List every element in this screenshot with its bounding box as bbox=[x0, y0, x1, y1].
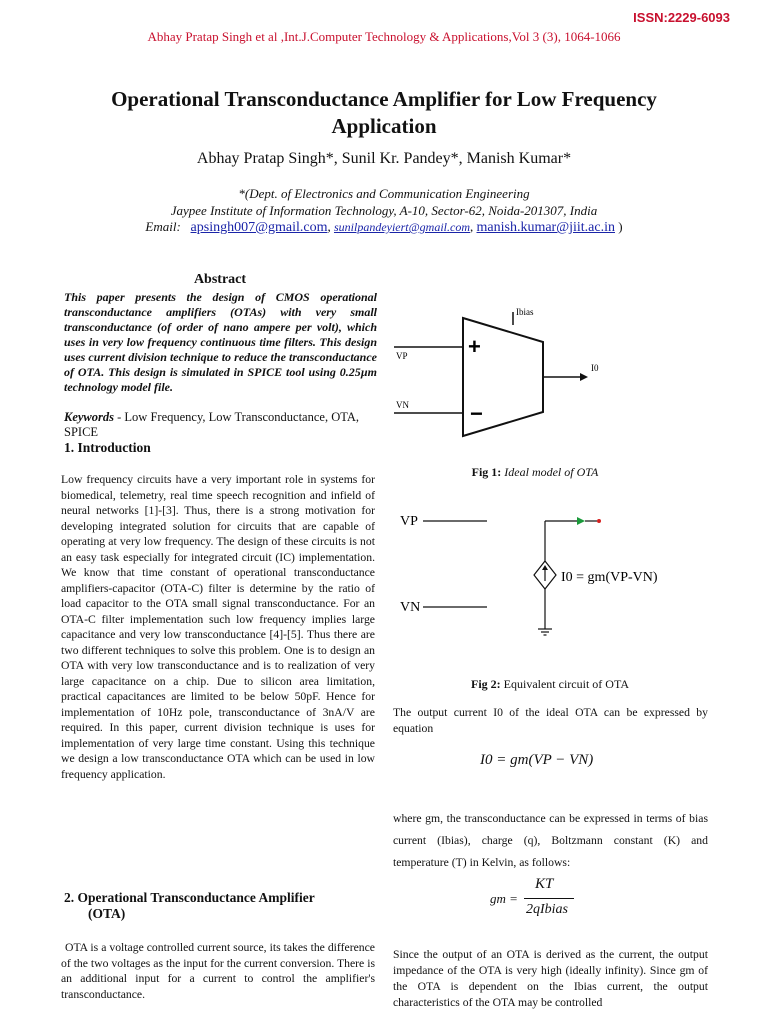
section-2-heading bbox=[64, 890, 364, 922]
equation-2-fraction-bar bbox=[524, 898, 574, 899]
equation-2-lhs: gm = bbox=[490, 891, 518, 906]
email-separator: , bbox=[327, 219, 331, 234]
running-head: Abhay Pratap Singh et al ,Int.J.Computer Technology & Applications,Vol 3 (3), 1064-1066 bbox=[147, 29, 621, 44]
issn: ISSN:2229-6093 bbox=[633, 10, 730, 25]
plus-sign: + bbox=[468, 334, 481, 359]
title-line-2: Application bbox=[331, 114, 437, 138]
section-2-heading-line-1: 2. Operational Transconductance Amplifier bbox=[64, 890, 315, 905]
fig2-green-arrow-icon bbox=[577, 517, 585, 525]
email-close-paren: ) bbox=[618, 219, 623, 234]
keywords-text: - Low Frequency, Low Transconductance, OTA, SPICE bbox=[64, 410, 360, 439]
abstract-text: This paper presents the design of CMOS operational transconductance amplifiers (OTAs) with very small transconductance (of order of nano ampere per volt), which uses in very low frequency continuous time filters. This design uses current division technique to reduce the transconductance of OTA. This design is simulated in SPICE tool using 0.25µm technology model file. bbox=[64, 290, 377, 394]
equation-1: I0 = gm(VP − VN) bbox=[480, 752, 594, 768]
email-separator: , bbox=[470, 219, 474, 234]
equation-2 bbox=[490, 876, 610, 924]
output-impedance-text: Since the output of an OTA is derived as the current, the output impedance of the OTA is very high (ideally infinity). Since gm of the OTA is dependent on the Ibias current, the output characteristics of the OTA may be controlled bbox=[393, 948, 708, 1009]
equation-2-denominator: 2qIbias bbox=[526, 902, 568, 917]
fig1-caption bbox=[390, 465, 680, 480]
vp-label: VP bbox=[396, 351, 408, 361]
io-label: I0 bbox=[591, 363, 599, 373]
affiliation-dept: *(Dept. of Electronics and Communication Engineering bbox=[238, 186, 530, 201]
section-1-heading: 1. Introduction bbox=[64, 440, 151, 455]
paper-title bbox=[60, 86, 708, 140]
affiliation-institute: Jaypee Institute of Information Technology, A-10, Sector-62, Noida-201307, India bbox=[170, 203, 598, 218]
minus-sign: − bbox=[470, 401, 483, 426]
abstract-heading: Abstract bbox=[193, 272, 247, 287]
fig2-vn-label: VN bbox=[400, 600, 421, 615]
title-line-1: Operational Transconductance Amplifier for Low Frequency bbox=[111, 87, 657, 111]
ibias-label: Ibias bbox=[516, 307, 534, 317]
vn-label: VN bbox=[396, 400, 409, 410]
email-link-1[interactable]: apsingh007@gmail.com bbox=[190, 220, 328, 235]
keywords-label: Keywords bbox=[64, 410, 114, 424]
fig2-red-terminal-icon bbox=[597, 519, 601, 523]
io-arrow-icon bbox=[580, 373, 588, 381]
equation-2-numerator: KT bbox=[535, 876, 554, 892]
transconductance-text: where gm, the transconductance can be expressed in terms of bias current (Ibias), charge (q), Boltzmann constant (K) and temperature (T) in Kelvin, as follows: bbox=[393, 812, 708, 869]
email-label: Email: bbox=[145, 219, 181, 234]
fig2-vp-label: VP bbox=[400, 514, 418, 529]
email-line bbox=[0, 219, 768, 236]
section-1-text: Low frequency circuits have a very important role in systems for biomedical, telemetry, real time speech recognition and infield of neural networks [1]-[3]. Thus, there is a strong motivation for developing integrated solution for circuits that are capable of operating at very low frequency. The design of these circuits is not an easy task especially for integrated circuit (IC) implementation. We know that time constant of operational transconductance amplifiers-capacitor (OTA-C) filter is determine by the ratio of load capacitor to the OTA small signal transconductance. For an OTA-C filter implementation such low frequency implies large capacitance and very low transconductance [4]-[5]. Thus there are two different techniques to solve this problem. One is to design an OTA with very low transconductance and is to realization of very large capacitance on a chip. Due to silicon area limitation, practical capacitances are limited to be below 50pF. Hence for implementation of 10Hz pole, transconductance of 3nA/V are required. In this paper, current division technique is uses for implementation of very large time constant. Using this technique we design a low transconductance OTA which can be used in low frequency application. bbox=[61, 473, 375, 781]
fig2-caption-text: Equivalent circuit of OTA bbox=[500, 677, 629, 691]
email-link-2[interactable]: sunilpandeyiert@gmail.com bbox=[333, 220, 471, 234]
fig2-caption-label: Fig 2: bbox=[470, 677, 501, 691]
fig1-caption-text: Ideal model of OTA bbox=[501, 465, 599, 479]
keywords bbox=[64, 410, 377, 440]
fig1-ota-symbol bbox=[390, 300, 630, 450]
authors: Abhay Pratap Singh*, Sunil Kr. Pandey*, Manish Kumar* bbox=[196, 150, 572, 167]
fig2-source-label: I0 = gm(VP-VN) bbox=[561, 570, 658, 585]
fig1-caption-label: Fig 1: bbox=[471, 465, 502, 479]
section-2-text: OTA is a voltage controlled current source, its takes the difference of the two voltages as the input for the current conversion. There is an additional input for a current to control the amplifier's transconductance. bbox=[61, 941, 375, 1001]
output-current-text: The output current I0 of the ideal OTA can be expressed by equation bbox=[393, 706, 708, 735]
fig2-equivalent-circuit bbox=[395, 505, 665, 645]
section-2-heading-line-2: (OTA) bbox=[88, 906, 126, 921]
email-link-3[interactable]: manish.kumar@jiit.ac.in bbox=[476, 220, 615, 235]
fig2-caption bbox=[390, 677, 710, 692]
